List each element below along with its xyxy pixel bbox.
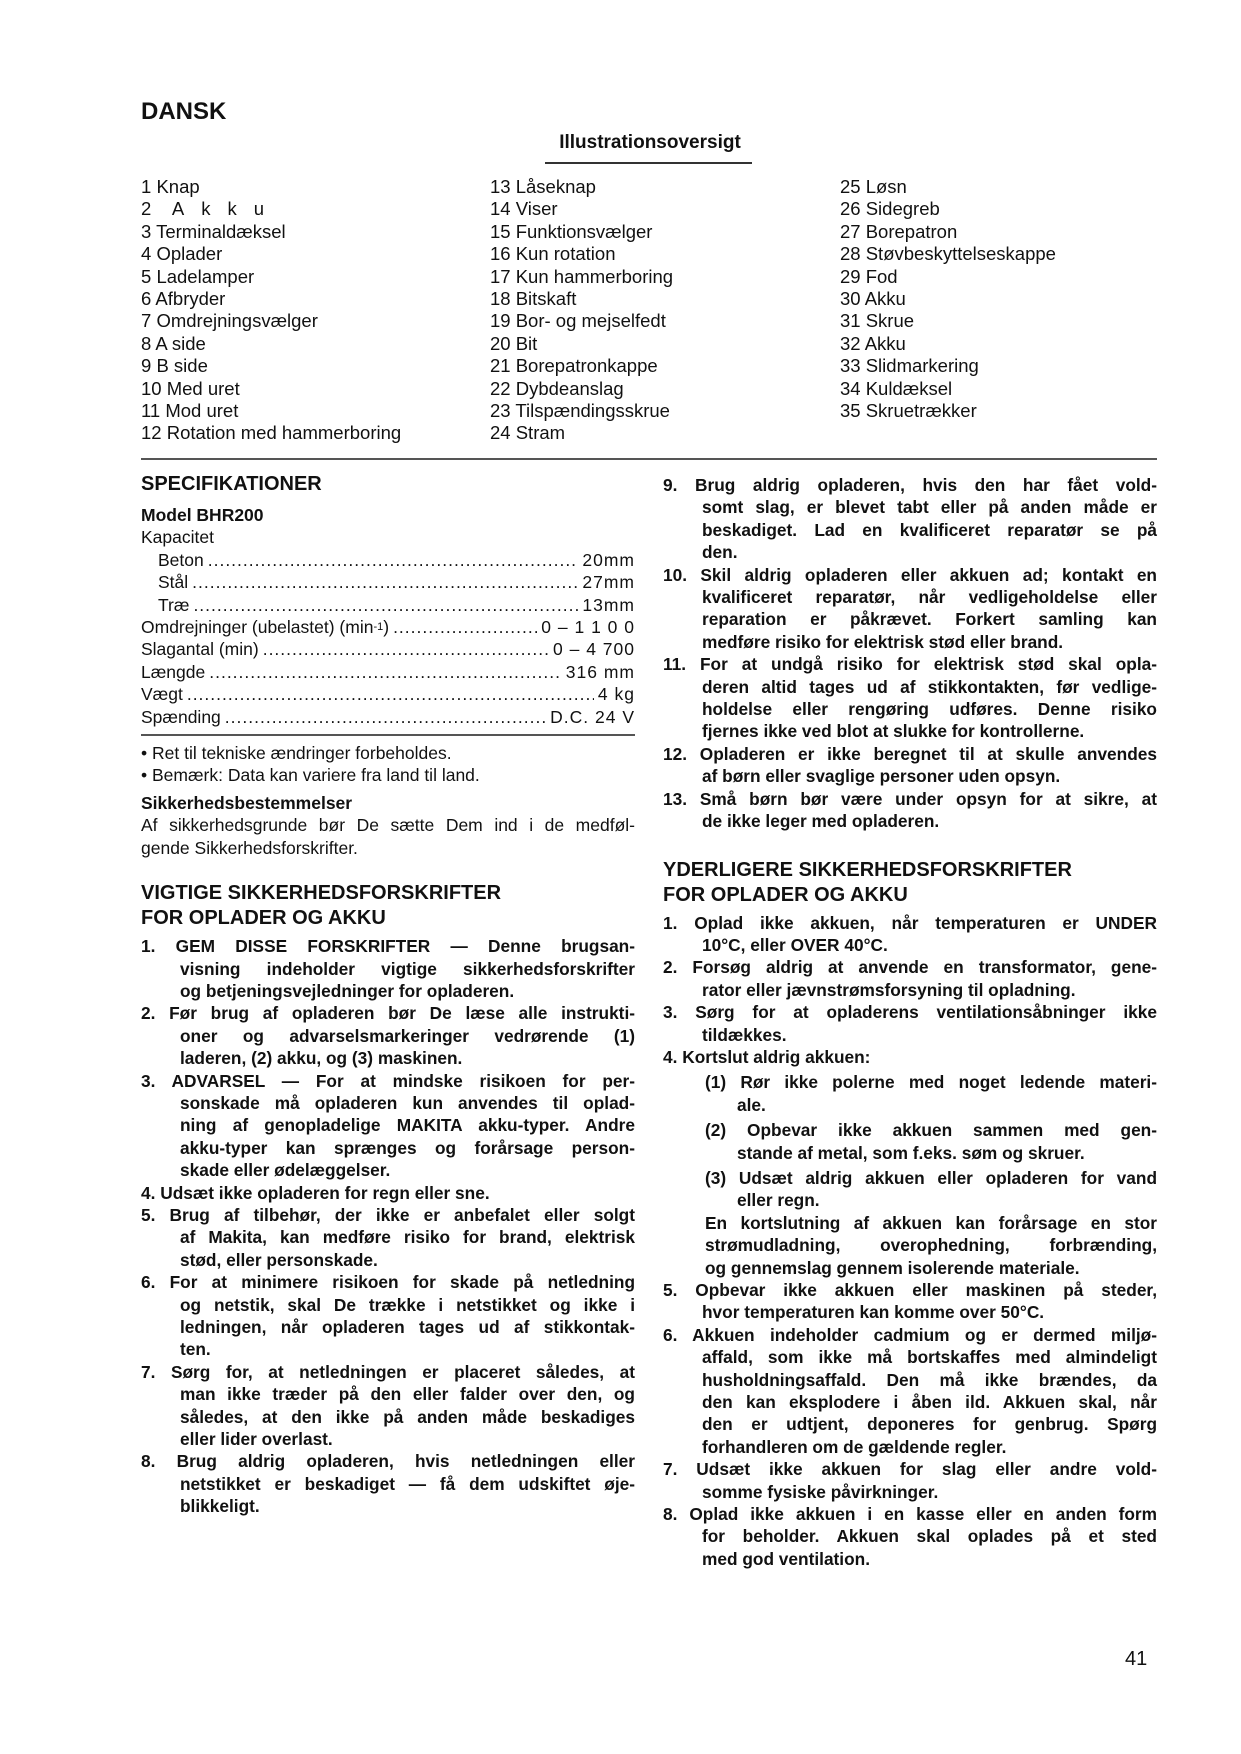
list-item-line: holdelse eller rengøring udføres. Denne risiko	[702, 699, 1157, 720]
sub-list-item-line: (2) Opbevar ikke akkuen sammen med gen-	[705, 1120, 1157, 1141]
spec-row	[141, 549, 635, 571]
parts-list-item	[840, 310, 1056, 332]
spec-value: 27mm	[582, 572, 635, 593]
part-number: 34	[840, 377, 861, 399]
list-item-line: medføre risiko for elektrisk stød eller brand.	[702, 631, 1064, 652]
list-item-line: blikkeligt.	[180, 1496, 260, 1517]
list-item-line: netstikket er beskadiget — få dem udskiftet øje-	[180, 1473, 635, 1494]
spec-label: Omdrejninger (ubelastet) (min	[141, 617, 374, 638]
spec-note: • Ret til tekniske ændringer forbeholdes.	[141, 743, 452, 764]
model-name: Model BHR200	[141, 505, 264, 525]
parts-list-item	[490, 198, 673, 220]
part-number: 8	[141, 332, 152, 354]
part-label: Afbryder	[155, 288, 226, 310]
list-item-line: beskadiget. Lad en kvalificeret reparatør se på	[702, 519, 1157, 540]
part-number: 23	[490, 400, 511, 422]
list-item-line: den kan eksplodere i åben ild. Akkuen skal, når	[702, 1392, 1157, 1413]
parts-list-item	[840, 176, 1056, 198]
dot-leader	[225, 706, 546, 728]
list-item-line: hvor temperaturen kan komme over 50°C.	[702, 1302, 1045, 1323]
parts-list-item	[141, 198, 401, 220]
list-item-line: somt slag, er blevet tabt eller på anden måde er	[702, 497, 1157, 518]
part-label: Terminaldæksel	[156, 220, 286, 242]
list-item-line: 4. Udsæt ikke opladeren for regn eller sne.	[141, 1182, 490, 1203]
list-item-line: oner og advarselsmarkeringer vedrørende (1)	[180, 1025, 635, 1046]
part-number: 24	[490, 422, 511, 444]
part-label: Stram	[515, 422, 566, 444]
list-item	[663, 1458, 1157, 1503]
parts-list-item	[141, 355, 401, 377]
spec-value: 316 mm	[565, 661, 635, 682]
part-label: Borepatron	[865, 220, 958, 242]
part-label: B side	[156, 355, 208, 377]
spec-table	[141, 549, 635, 728]
spec-value: D.C. 24 V	[550, 706, 635, 727]
spec-row	[141, 571, 635, 593]
part-number: 15	[490, 220, 511, 242]
overview-title: Illustrationsoversigt	[559, 132, 741, 153]
parts-list-item	[141, 221, 401, 243]
list-item	[663, 1279, 1157, 1324]
parts-list-item	[490, 378, 673, 400]
part-number: 21	[490, 355, 511, 377]
list-item-line: 13. Små børn bør være under opsyn for at sikre, at	[663, 788, 1157, 809]
dot-leader	[192, 571, 578, 593]
list-item	[663, 653, 1157, 743]
part-label: Bit	[515, 332, 538, 354]
list-item-line: og betjeningsvejledninger for opladeren.	[180, 980, 515, 1001]
part-label: Med uret	[166, 377, 240, 399]
part-number: 32	[840, 332, 861, 354]
part-number: 3	[141, 220, 152, 242]
part-number: 30	[840, 288, 861, 310]
parts-list-item	[490, 288, 673, 310]
list-item	[663, 956, 1157, 1001]
parts-list-item	[490, 310, 673, 332]
list-item-line: 3. ADVARSEL — For at mindske risikoen for per-	[141, 1070, 635, 1091]
part-number: 35	[840, 400, 861, 422]
part-label: Borepatronkappe	[515, 355, 658, 377]
list-item-line: tildækkes.	[702, 1024, 787, 1045]
part-number: 25	[840, 176, 861, 197]
spec-row	[141, 616, 635, 638]
left-column	[141, 472, 635, 1518]
spec-label-end: )	[383, 617, 390, 638]
spec-value: 20mm	[582, 549, 635, 570]
part-label: Akku	[171, 198, 281, 220]
part-label: Låseknap	[515, 176, 596, 197]
parts-list-item	[840, 400, 1056, 422]
list-item-line: 12. Opladeren er ikke beregnet til at skulle anvendes	[663, 743, 1157, 764]
part-label: Mod uret	[165, 400, 239, 422]
important-list-continued	[663, 474, 1157, 833]
list-item-line: 11. For at undgå risiko for elektrisk stød skal opla-	[663, 654, 1157, 675]
list-item-line: 2. Før brug af opladeren bør De læse alle instrukti-	[141, 1003, 635, 1024]
list-item-line: således, at den ikke på anden måde beskadiges	[180, 1406, 635, 1427]
list-item	[141, 1070, 635, 1182]
note-line: og gennemslag gennem isolerende materiale.	[705, 1257, 1080, 1278]
spec-row	[141, 638, 635, 660]
list-item-line: af børn eller svaglige personer uden opsyn.	[702, 766, 1061, 787]
spec-value: 0 – 4 700	[553, 639, 635, 660]
part-label: Omdrejningsvælger	[156, 310, 318, 332]
list-item-line: skade eller ødelæggelser.	[180, 1160, 391, 1181]
list-item	[141, 1361, 635, 1451]
parts-list-item	[141, 400, 401, 422]
spec-label: Stål	[158, 572, 189, 593]
parts-list-item	[490, 243, 673, 265]
right-column	[663, 474, 1157, 1570]
part-number: 17	[490, 265, 511, 287]
list-item-line: eller lider overlast.	[180, 1429, 333, 1450]
part-label: Tilspændingsskrue	[515, 400, 670, 422]
list-item-line: 1. Oplad ikke akkuen, når temperaturen er UNDER	[663, 912, 1157, 933]
list-item	[141, 935, 635, 1002]
part-number: 28	[840, 243, 861, 265]
safety-text-line: Af sikkerhedsgrunde bør De sætte Dem ind i de medføl-	[141, 815, 635, 836]
list-item-line: de ikke leger med opladeren.	[702, 811, 940, 832]
parts-list-item	[490, 400, 673, 422]
capacity-label: Kapacitet	[141, 527, 214, 548]
part-label: Sidegreb	[865, 198, 940, 220]
parts-list-item	[141, 266, 401, 288]
list-item-line: man ikke træder på den eller falder over den, og	[180, 1384, 635, 1405]
part-number: 7	[141, 310, 152, 332]
list-item-line: akku-typer kan sprænges og forårsage person-	[180, 1137, 635, 1158]
parts-list-item	[141, 333, 401, 355]
part-number: 18	[490, 288, 511, 310]
list-item-line: laderen, (2) akku, og (3) maskinen.	[180, 1048, 463, 1069]
list-item-line: affald, som ikke må bortskaffes med almindeligt	[702, 1347, 1157, 1368]
spec-label: Træ	[158, 594, 190, 615]
parts-list-item	[840, 243, 1056, 265]
part-number: 26	[840, 198, 861, 220]
sub-list-item-line: stande af metal, som f.eks. søm og skruer.	[737, 1142, 1085, 1163]
parts-list-item	[840, 198, 1056, 220]
parts-list-item	[141, 310, 401, 332]
list-item	[663, 912, 1157, 957]
parts-list-item	[141, 176, 401, 198]
part-number: 2	[141, 198, 152, 220]
spec-label: Spænding	[141, 706, 221, 727]
sub-list-item-line: (1) Rør ikke polerne med noget ledende materi-	[705, 1072, 1157, 1093]
note-line: En kortslutning af akkuen kan forårsage en stor	[705, 1212, 1157, 1233]
sub-list-item-line: eller regn.	[737, 1190, 820, 1211]
part-number: 27	[840, 220, 861, 242]
part-number: 29	[840, 265, 861, 287]
important-heading: VIGTIGE SIKKERHEDSFORSKRIFTER	[141, 882, 502, 905]
list-item-line: 5. Opbevar ikke akkuen eller maskinen på steder,	[663, 1280, 1157, 1300]
part-number: 1	[141, 176, 152, 197]
parts-list-item	[490, 422, 673, 444]
part-label: Bitskaft	[515, 288, 577, 310]
list-item-line: 6. Akkuen indeholder cadmium og er dermed miljø-	[663, 1324, 1157, 1345]
list-item-line: med god ventilation.	[702, 1548, 871, 1569]
list-item	[663, 1324, 1157, 1458]
part-label: Rotation med hammerboring	[166, 422, 402, 444]
list-item	[141, 1002, 635, 1069]
list-item-line: 10. Skil aldrig opladeren eller akkuen ad; kontakt en	[663, 564, 1157, 585]
part-number: 20	[490, 332, 511, 354]
overview-title-underline	[545, 162, 752, 164]
parts-list-column-1	[141, 176, 401, 445]
dot-leader	[187, 683, 594, 705]
part-number: 12	[141, 422, 162, 444]
list-item	[663, 743, 1157, 788]
part-number: 22	[490, 377, 511, 399]
specs-heading: SPECIFIKATIONER	[141, 473, 322, 495]
list-item-note	[663, 1212, 1157, 1279]
list-item	[141, 1271, 635, 1361]
list-item-line: den er udtjent, deponeres for genbrug. Spørg	[702, 1414, 1157, 1435]
list-item-line: 1. GEM DISSE FORSKRIFTER — Denne brugsan-	[141, 936, 635, 957]
part-number: 4	[141, 243, 152, 265]
list-item-line: 6. For at minimere risikoen for skade på netledning	[141, 1272, 635, 1293]
dot-leader	[208, 549, 579, 571]
list-item-line: stød, eller personskade.	[180, 1249, 378, 1270]
spec-divider	[141, 734, 635, 736]
list-item-line: visning indeholder vigtige sikkerhedsforskrifter	[180, 958, 635, 979]
dot-leader	[263, 638, 549, 660]
part-label: Kun hammerboring	[515, 265, 674, 287]
part-label: Akku	[864, 288, 906, 310]
parts-list-item	[490, 221, 673, 243]
language-heading: DANSK	[141, 98, 227, 125]
part-number: 14	[490, 198, 511, 220]
part-label: Ladelamper	[156, 265, 255, 287]
list-item	[663, 474, 1157, 564]
section-divider	[141, 458, 1157, 460]
part-label: Bor- og mejselfedt	[515, 310, 666, 332]
part-label: A side	[155, 332, 206, 354]
parts-list-item	[490, 333, 673, 355]
spec-label: Slagantal (min)	[141, 639, 259, 660]
parts-list-item	[141, 378, 401, 400]
dot-leader	[209, 661, 562, 683]
parts-list-item	[840, 221, 1056, 243]
part-label: Kuldæksel	[865, 377, 953, 399]
spec-value: 13mm	[582, 594, 635, 615]
part-number: 19	[490, 310, 511, 332]
part-label: Kun rotation	[515, 243, 616, 265]
part-label: Dybdeanslag	[515, 377, 624, 399]
spec-row	[141, 683, 635, 705]
sub-list-item	[663, 1071, 1157, 1116]
list-item-line: den.	[702, 542, 738, 563]
part-label: Fod	[865, 265, 898, 287]
list-item-line: 2. Forsøg aldrig at anvende en transformator, gene-	[663, 957, 1157, 978]
parts-list-item	[840, 333, 1056, 355]
important-heading: FOR OPLADER OG AKKU	[141, 907, 386, 930]
spec-value: 0 – 1 1 0 0	[541, 617, 635, 638]
parts-list-column-2	[490, 176, 673, 445]
part-number: 6	[141, 288, 152, 310]
list-item	[663, 788, 1157, 833]
dot-leader	[393, 616, 537, 638]
spec-row	[141, 661, 635, 683]
additional-heading: FOR OPLADER OG AKKU	[663, 883, 908, 906]
list-item-line: og netstik, skal De trække i netstikket og ikke i	[180, 1294, 635, 1315]
part-label: Funktionsvælger	[515, 220, 653, 242]
part-number: 9	[141, 355, 152, 377]
list-item-line: fjernes ikke ved blot at slukke for kontrollerne.	[702, 721, 1085, 742]
parts-list-item	[490, 355, 673, 377]
part-label: Støvbeskyttelseskappe	[865, 243, 1056, 265]
part-label: Viser	[515, 198, 558, 220]
list-item-line: ning af genopladelige MAKITA akku-typer. Andre	[180, 1115, 635, 1136]
part-number: 13	[490, 176, 511, 197]
parts-list-item	[840, 266, 1056, 288]
parts-list-item	[490, 266, 673, 288]
parts-list-item	[840, 288, 1056, 310]
spec-value: 4 kg	[597, 684, 635, 705]
sub-list-item	[663, 1119, 1157, 1164]
list-item	[663, 1001, 1157, 1046]
part-number: 31	[840, 310, 861, 332]
part-number: 11	[141, 400, 161, 422]
list-item-line: 8. Brug aldrig opladeren, hvis netledningen eller	[141, 1451, 635, 1472]
part-label: Skrue	[865, 310, 915, 332]
list-item	[663, 1046, 1157, 1279]
list-item-line: for beholder. Akkuen skal oplades på et sted	[702, 1526, 1157, 1547]
list-item-line: husholdningsaffald. Den må ikke brændes, da	[702, 1369, 1157, 1390]
note-line: strømudladning, overophedning, forbrænding,	[705, 1235, 1157, 1256]
part-label: Knap	[156, 176, 200, 197]
parts-list-column-3	[840, 176, 1056, 422]
spec-note: • Bemærk: Data kan variere fra land til land.	[141, 765, 480, 786]
list-item-line: 4. Kortslut aldrig akkuen:	[663, 1046, 871, 1067]
list-item	[141, 1204, 635, 1271]
sub-list-item-line: (3) Udsæt aldrig akkuen eller opladeren for vand	[705, 1167, 1157, 1188]
part-label: Slidmarkering	[865, 355, 979, 377]
list-item	[141, 1450, 635, 1517]
spec-label-superscript: -1	[373, 621, 384, 634]
parts-list-item	[141, 422, 401, 444]
parts-list-item	[490, 176, 673, 198]
list-item	[663, 564, 1157, 654]
list-item	[141, 1182, 635, 1204]
list-item-line: rator eller jævnstrømsforsyning til opladning.	[702, 979, 1076, 1000]
part-number: 5	[141, 265, 152, 287]
list-item-line: sonskade må opladeren kun anvendes til oplad-	[180, 1092, 635, 1113]
part-label: Oplader	[156, 243, 223, 265]
safety-text-line: gende Sikkerhedsforskrifter.	[141, 837, 358, 858]
parts-list-item	[840, 378, 1056, 400]
part-number: 33	[840, 355, 861, 377]
sub-list-item-line: ale.	[737, 1094, 766, 1115]
safety-heading: Sikkerhedsbestemmelser	[141, 792, 353, 813]
list-item-line: 3. Sørg for at opladerens ventilationsåbninger ikke	[663, 1002, 1157, 1023]
parts-list-item	[141, 288, 401, 310]
parts-list-item	[840, 355, 1056, 377]
list-item-line: 7. Sørg for, at netledningen er placeret således, at	[141, 1361, 635, 1382]
part-label: Skruetrækker	[865, 400, 977, 422]
spec-row	[141, 706, 635, 728]
list-item-line: 7. Udsæt ikke akkuen for slag eller andre vold-	[663, 1459, 1157, 1480]
sub-list-item	[663, 1167, 1157, 1212]
additional-list	[663, 912, 1157, 1571]
list-item-line: 5. Brug af tilbehør, der ikke er anbefalet eller solgt	[141, 1204, 635, 1225]
important-list	[141, 935, 635, 1518]
list-item-line: kvalificeret reparatør, når vedligeholdelse eller	[702, 587, 1157, 608]
list-item-line: forhandleren om de gældende regler.	[702, 1436, 1007, 1457]
list-item-line: 9. Brug aldrig opladeren, hvis den har fået vold-	[663, 475, 1157, 495]
part-number: 16	[490, 243, 511, 265]
additional-heading: YDERLIGERE SIKKERHEDSFORSKRIFTER	[663, 858, 1072, 881]
parts-list-item	[141, 243, 401, 265]
spec-row	[141, 594, 635, 616]
part-number: 10	[141, 377, 162, 399]
list-item-line: 8. Oplad ikke akkuen i en kasse eller en anden form	[663, 1504, 1157, 1525]
dot-leader	[193, 594, 578, 616]
list-item-line: ledningen, når opladeren tages ud af stikkontak-	[180, 1317, 635, 1337]
list-item	[663, 1503, 1157, 1570]
list-item-line: af Makita, kan medføre risiko for brand, elektrisk	[180, 1227, 635, 1248]
list-item-line: somme fysiske påvirkninger.	[702, 1481, 939, 1502]
list-item-line: ten.	[180, 1339, 211, 1360]
list-item-line: 10°C, eller OVER 40°C.	[702, 934, 888, 955]
list-item-line: reparation er påkrævet. Forkert samling kan	[702, 609, 1157, 630]
spec-label: Beton	[158, 549, 204, 570]
part-label: Akku	[864, 332, 906, 354]
spec-label: Vægt	[141, 684, 183, 705]
list-item-line: deren altid tages ud af stikkontakten, før vedlige-	[702, 676, 1157, 697]
page-number: 41	[1125, 1648, 1148, 1670]
spec-label: Længde	[141, 661, 206, 682]
part-label: Løsn	[865, 176, 907, 197]
